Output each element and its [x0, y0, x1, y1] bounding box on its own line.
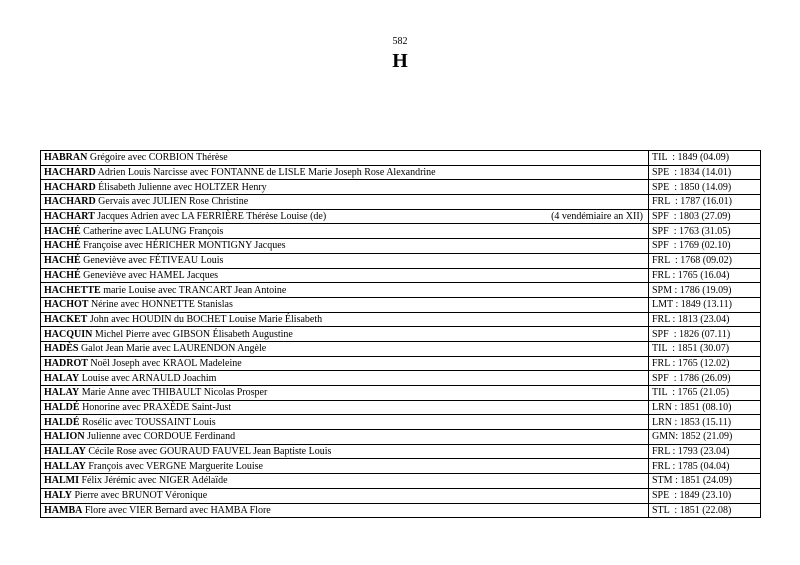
entry-date: 1851 (30.07)	[677, 343, 730, 355]
table-row	[41, 180, 761, 195]
entry-surname: HACHÉ	[44, 240, 81, 252]
entry-surname: HACQUIN	[44, 328, 93, 340]
entry-separator: :	[669, 196, 681, 208]
marriage-entry-cell	[41, 474, 649, 489]
entry-details: Élisabeth Julienne avec HOLTZER Henry	[95, 181, 267, 193]
table-row	[41, 459, 761, 474]
section-letter: H	[392, 50, 408, 72]
entry-details: Michel Pierre avec GIBSON Élisabeth Augustine	[92, 328, 293, 340]
entry-date: 1851 (22.08)	[679, 504, 732, 516]
marriage-entry-cell	[41, 371, 649, 386]
table-row	[41, 430, 761, 445]
entry-details: Nérine avec HONNETTE Stanislas	[88, 299, 233, 311]
entry-place-code: SPF	[652, 328, 669, 340]
entry-separator: :	[668, 240, 679, 252]
table-row	[41, 151, 761, 166]
entry-details: Gervais avec JULIEN Rose Christine	[95, 196, 249, 208]
marriage-entry-cell	[41, 180, 649, 195]
table-row	[41, 386, 761, 401]
registry-body	[41, 151, 761, 518]
entry-details: Cécile Rose avec GOURAUD FAUVEL Jean Baptiste Louis	[85, 446, 332, 458]
entry-separator: :	[672, 299, 681, 311]
page-number: 582	[392, 36, 408, 47]
table-row	[41, 312, 761, 327]
entry-date: 1803 (27.09)	[678, 211, 731, 223]
entry-surname: HABRAN	[44, 152, 88, 164]
entry-separator: :	[669, 446, 678, 458]
entry-place-code: SPM	[652, 284, 673, 296]
table-row	[41, 400, 761, 415]
table-row	[41, 239, 761, 254]
entry-surname: HADÈS	[44, 343, 79, 355]
marriage-entry-cell	[41, 503, 649, 518]
entry-details: Catherine avec LALUNG François	[80, 225, 224, 237]
entry-details: marie Louise avec TRANCART Jean Antoine	[100, 284, 287, 296]
entry-surname: HACHOT	[44, 299, 89, 311]
table-row	[41, 503, 761, 518]
marriage-entry-cell	[41, 341, 649, 356]
table-row	[41, 209, 761, 224]
entry-surname: HACHARD	[44, 196, 96, 208]
marriage-entry-cell	[41, 312, 649, 327]
table-row	[41, 488, 761, 503]
table-row	[41, 195, 761, 210]
entry-date: 1769 (02.10)	[678, 240, 731, 252]
marriage-entry-cell	[41, 195, 649, 210]
entry-surname: HALLAY	[44, 446, 86, 458]
marriage-entry-cell	[41, 165, 649, 180]
entry-separator: :	[668, 225, 679, 237]
place-date-cell	[649, 297, 761, 312]
entry-date: 1765 (21.05)	[677, 387, 730, 399]
entry-date: 1849 (23.10)	[679, 490, 732, 502]
place-date-cell	[649, 430, 761, 445]
marriage-entry-cell	[41, 356, 649, 371]
entry-date: 1768 (09.02)	[680, 255, 732, 267]
entry-separator: :	[669, 504, 680, 516]
entry-surname: HALAY	[44, 372, 80, 384]
marriage-entry-cell	[41, 239, 649, 254]
entry-surname: HADROT	[44, 357, 88, 369]
entry-surname: HALDÉ	[44, 416, 80, 428]
entry-date: 1849 (04.09)	[677, 152, 730, 164]
entry-details: Galot Jean Marie avec LAURENDON Angèle	[78, 343, 267, 355]
entry-separator: :	[672, 475, 681, 487]
place-date-cell	[649, 239, 761, 254]
entry-date: 1765 (16.04)	[677, 269, 730, 281]
entry-place-code: FRL	[652, 255, 670, 267]
entry-date: 1851 (24.09)	[680, 475, 733, 487]
entry-surname: HACHETTE	[44, 284, 101, 296]
place-date-cell	[649, 253, 761, 268]
marriage-entry-cell	[41, 415, 649, 430]
entry-place-code: SPF	[652, 372, 669, 384]
marriage-entry-cell	[41, 297, 649, 312]
entry-separator: :	[669, 269, 678, 281]
entry-place-code: SPF	[652, 211, 669, 223]
marriage-entry-cell	[41, 151, 649, 166]
entry-details: François avec VERGNE Marguerite Louise	[85, 460, 263, 472]
place-date-cell	[649, 180, 761, 195]
entry-place-code: SPF	[652, 240, 669, 252]
place-date-cell	[649, 356, 761, 371]
entry-date: 1834 (14.01)	[679, 167, 732, 179]
entry-details: Pierre avec BRUNOT Véronique	[71, 490, 208, 502]
marriage-entry-cell	[41, 459, 649, 474]
entry-place-code: FRL	[652, 460, 670, 472]
marriage-entry-cell	[41, 209, 649, 224]
table-row	[41, 415, 761, 430]
entry-details: John avec HOUDIN du BOCHET Louise Marie Élisabeth	[87, 313, 323, 325]
entry-details: Geneviève avec FÉTIVEAU Louis	[80, 255, 224, 267]
entry-surname: HALLAY	[44, 460, 86, 472]
entry-surname: HACHÉ	[44, 255, 81, 267]
entry-date: 1763 (31.05)	[678, 225, 731, 237]
place-date-cell	[649, 488, 761, 503]
entry-date: 1826 (07.11)	[678, 328, 731, 340]
entry-details: Julienne avec CORDOUE Ferdinand	[84, 431, 236, 443]
place-date-cell	[649, 165, 761, 180]
entry-separator: :	[668, 372, 679, 384]
entry-details: Rosélic avec TOUSSAINT Louis	[79, 416, 216, 428]
entry-details: Geneviève avec HAMEL Jacques	[80, 269, 219, 281]
table-row	[41, 253, 761, 268]
table-row	[41, 444, 761, 459]
entry-place-code: FRL	[652, 357, 670, 369]
place-date-cell	[649, 224, 761, 239]
entry-details: Marie Anne avec THIBAULT Nicolas Prosper	[79, 387, 268, 399]
entry-place-code: STM	[652, 475, 673, 487]
table-row	[41, 474, 761, 489]
entry-details: Félix Jérémic avec NIGER Adélaïde	[79, 475, 228, 487]
marriage-entry-cell	[41, 400, 649, 415]
entry-place-code: SPE	[652, 181, 670, 193]
marriage-entry-cell	[41, 430, 649, 445]
entry-surname: HALION	[44, 431, 85, 443]
entry-place-code: SPE	[652, 490, 670, 502]
entry-surname: HAMBA	[44, 504, 83, 516]
place-date-cell	[649, 444, 761, 459]
entry-separator: :	[667, 152, 678, 164]
table-row	[41, 356, 761, 371]
entry-surname: HACKET	[44, 313, 88, 325]
marriage-entry-cell	[41, 283, 649, 298]
entry-separator: :	[669, 255, 681, 267]
entry-details: Noël Joseph avec KRAOL Madeleine	[87, 357, 242, 369]
entry-date: 1853 (15.11)	[679, 416, 732, 428]
place-date-cell	[649, 283, 761, 298]
entry-surname: HALMI	[44, 475, 79, 487]
entry-surname: HACHARD	[44, 167, 96, 179]
entry-place-code: LRN	[652, 416, 672, 428]
table-row	[41, 371, 761, 386]
marriage-entry-cell	[41, 224, 649, 239]
table-row	[41, 297, 761, 312]
marriage-entry-cell	[41, 444, 649, 459]
entry-surname: HALAY	[44, 387, 80, 399]
entry-separator: :	[668, 211, 679, 223]
entry-place-code: TIL	[652, 152, 668, 164]
place-date-cell	[649, 503, 761, 518]
entry-separator: :	[669, 313, 678, 325]
entry-separator: :	[667, 343, 678, 355]
entry-date: 1813 (23.04)	[677, 313, 730, 325]
entry-separator: :	[668, 328, 679, 340]
place-date-cell	[649, 312, 761, 327]
place-date-cell	[649, 386, 761, 401]
entry-place-code: SPE	[652, 167, 670, 179]
table-row	[41, 327, 761, 342]
marriage-entry-cell	[41, 253, 649, 268]
entry-place-code: LMT	[652, 299, 673, 311]
place-date-cell	[649, 195, 761, 210]
entry-details: Louise avec ARNAULD Joachim	[79, 372, 217, 384]
entry-place-code: FRL	[652, 269, 670, 281]
marriage-entry-cell	[41, 327, 649, 342]
entry-place-code: SPF	[652, 225, 669, 237]
entry-date: 1786 (26.09)	[678, 372, 731, 384]
entry-date: 1786 (19.09)	[679, 284, 732, 296]
place-date-cell	[649, 327, 761, 342]
entry-date: 1849 (13.11)	[680, 299, 733, 311]
entry-separator: :	[669, 357, 678, 369]
marriage-entry-cell	[41, 386, 649, 401]
entry-place-code: LRN	[652, 402, 672, 414]
entry-separator: :	[669, 181, 680, 193]
entry-separator: :	[667, 387, 678, 399]
entry-surname: HACHÉ	[44, 225, 81, 237]
entry-separator: :	[669, 167, 680, 179]
entry-place-code: TIL	[652, 387, 668, 399]
entry-surname: HACHART	[44, 211, 95, 223]
entry-date: 1765 (12.02)	[677, 357, 730, 369]
entry-surname: HACHARD	[44, 181, 96, 193]
marriage-entry-cell	[41, 268, 649, 283]
place-date-cell	[649, 400, 761, 415]
table-row	[41, 341, 761, 356]
entry-place-code: GMN:	[652, 431, 679, 443]
table-row	[41, 224, 761, 239]
entry-place-code: FRL	[652, 446, 670, 458]
entry-surname: HACHÉ	[44, 269, 81, 281]
entry-date: 1850 (14.09)	[679, 181, 732, 193]
entry-details: Adrien Louis Narcisse avec FONTANNE de LISLE Marie Joseph Rose Alexandrine	[95, 167, 436, 179]
place-date-cell	[649, 371, 761, 386]
place-date-cell	[649, 474, 761, 489]
entry-separator: :	[669, 460, 678, 472]
place-date-cell	[649, 459, 761, 474]
entry-date: 1852 (21.09)	[680, 431, 733, 443]
table-row	[41, 165, 761, 180]
entry-place-code: FRL	[652, 196, 670, 208]
entry-surname: HALY	[44, 490, 72, 502]
entry-separator: :	[672, 416, 680, 428]
marriage-entry-cell	[41, 488, 649, 503]
place-date-cell	[649, 415, 761, 430]
marriage-registry-table	[40, 150, 761, 518]
entry-details: Françoise avec HÉRICHER MONTIGNY Jacques	[80, 240, 286, 252]
entry-date: 1851 (08.10)	[679, 402, 732, 414]
entry-date: 1787 (16.01)	[680, 196, 732, 208]
place-date-cell	[649, 151, 761, 166]
entry-details: Flore avec VIER Bernard avec HAMBA Flore	[82, 504, 271, 516]
entry-date: 1785 (04.04)	[677, 460, 730, 472]
entry-details: Grégoire avec CORBION Thérèse	[87, 152, 228, 164]
entry-details: Honorine avec PRAXÈDE Saint-Just	[79, 402, 232, 414]
table-row	[41, 283, 761, 298]
entry-separator: :	[672, 284, 680, 296]
entry-place-code: TIL	[652, 343, 668, 355]
entry-place-code: FRL	[652, 313, 670, 325]
entry-separator: :	[672, 402, 680, 414]
table-row	[41, 268, 761, 283]
entry-separator: :	[669, 490, 680, 502]
entry-place-code: STL	[652, 504, 670, 516]
entry-date: 1793 (23.04)	[677, 446, 730, 458]
entry-note: (4 vendémiaire an XII)	[551, 211, 643, 223]
place-date-cell	[649, 209, 761, 224]
place-date-cell	[649, 341, 761, 356]
entry-details: Jacques Adrien avec LA FERRIÈRE Thérèse Louise (de)	[94, 211, 327, 223]
entry-surname: HALDÉ	[44, 402, 80, 414]
place-date-cell	[649, 268, 761, 283]
